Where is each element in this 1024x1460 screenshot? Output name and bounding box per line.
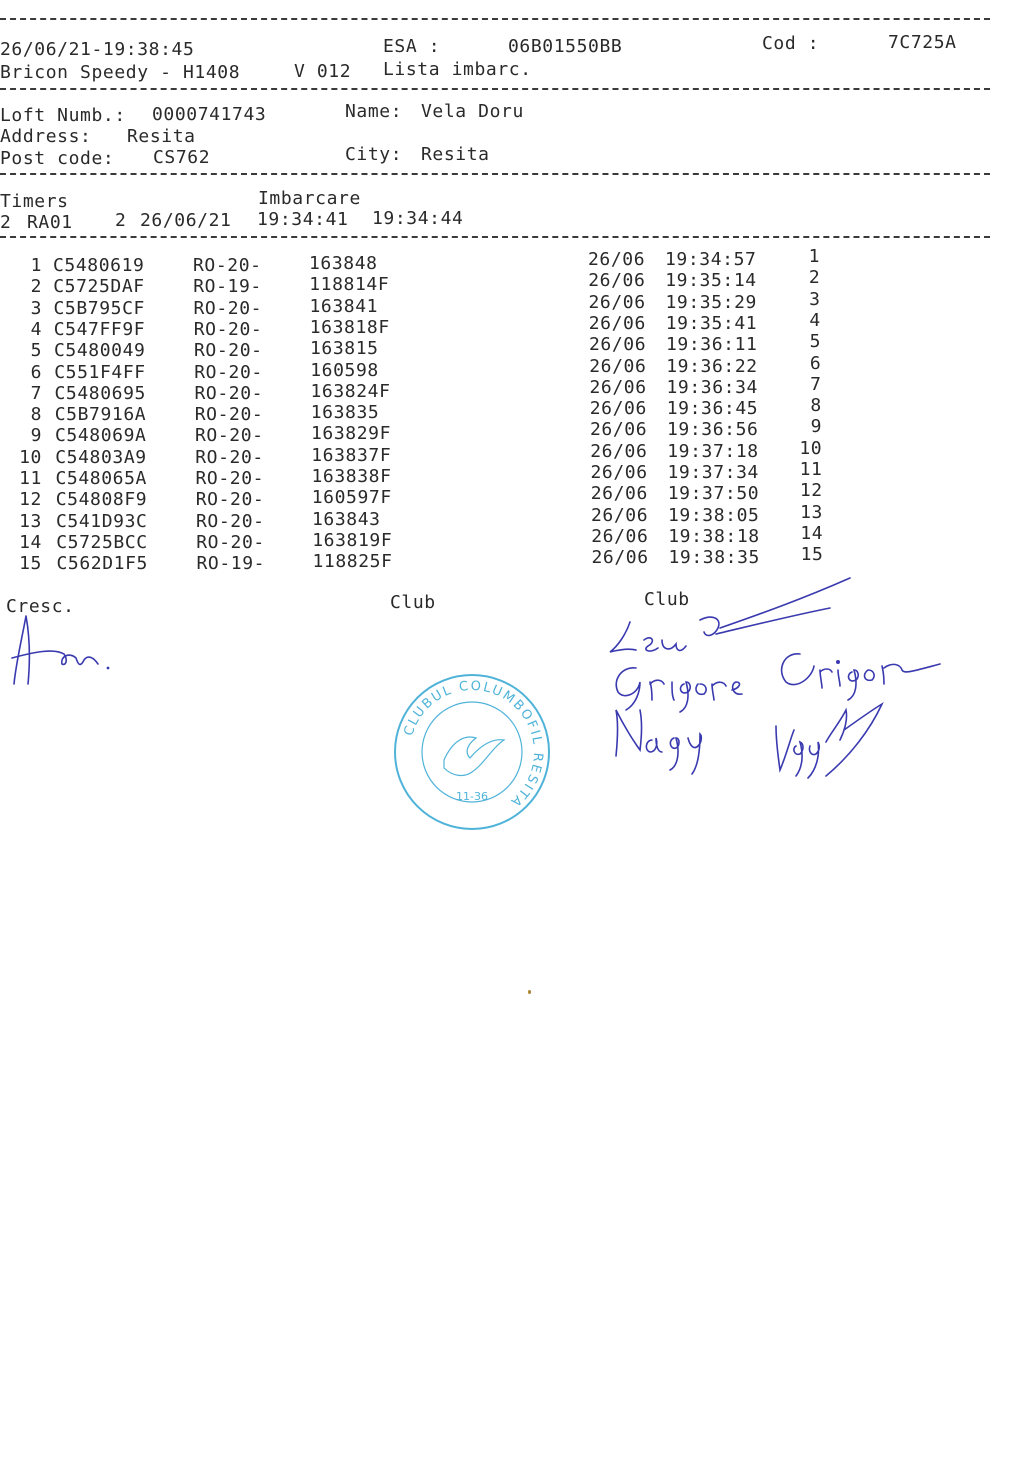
esa-label: ESA : (383, 36, 441, 57)
arrival-time: 19:36:56 (667, 419, 759, 441)
device-name: Bricon Speedy - H1408 (0, 62, 241, 83)
row-index: 15 (19, 553, 42, 575)
divider (0, 236, 990, 238)
chip-id: C5B795CF (53, 297, 145, 319)
ring-prefix: RO-20- (194, 382, 264, 404)
ring-number: 163843 (312, 508, 381, 530)
ring-number: 163819F (312, 529, 393, 551)
arrival-time: 19:37:18 (667, 440, 759, 462)
sequence-number: 6 (809, 352, 822, 374)
print-datetime: 26/06/21-19:38:45 (0, 39, 195, 60)
ring-number: 163838F (311, 466, 392, 487)
address-label: Address: (0, 126, 92, 147)
postcode-label: Post code: (0, 148, 115, 169)
owner-name: Vela Doru (421, 101, 524, 122)
ring-prefix: RO-20- (195, 446, 264, 468)
timer-start: 19:34:41 (257, 209, 349, 230)
sequence-number: 8 (810, 395, 822, 417)
club-signatures (600, 570, 960, 790)
divider (0, 18, 990, 20)
arrival-date: 26/06 (590, 462, 648, 483)
ring-prefix: RO-20- (194, 340, 263, 362)
arrival-time: 19:37:50 (667, 483, 760, 505)
ring-prefix: RO-20- (193, 297, 263, 319)
row-index: 10 (19, 446, 42, 468)
sequence-number: 9 (810, 416, 822, 438)
stamp-ring-text: CLUBUL COLUMBOFIL RESITA (401, 678, 546, 811)
row-index: 4 (30, 318, 42, 340)
ring-number: 163824F (310, 380, 391, 402)
timer-id: RA01 (27, 212, 73, 233)
timer-date: 26/06/21 (140, 210, 232, 231)
ring-number: 163829F (311, 423, 392, 445)
loft-number: 0000741743 (152, 104, 267, 125)
city-label: City: (345, 144, 403, 165)
sequence-number: 15 (800, 544, 824, 566)
arrival-date: 26/06 (588, 291, 646, 313)
chip-id: C54808F9 (55, 489, 148, 511)
chip-id: C5480619 (53, 255, 145, 276)
row-index: 9 (30, 425, 42, 447)
name-label: Name: (345, 101, 403, 122)
ring-number: 160597F (311, 487, 392, 509)
ring-number: 163841 (309, 295, 379, 317)
chip-id: C548065A (55, 468, 147, 489)
arrival-date: 26/06 (588, 270, 646, 292)
device-version: V 012 (294, 61, 352, 82)
ring-prefix: RO-20- (196, 531, 265, 553)
sequence-number: 5 (809, 331, 821, 353)
row-index: 1 (30, 255, 42, 276)
arrival-date: 26/06 (590, 419, 648, 441)
ring-number: 163848 (309, 253, 378, 274)
arrival-time: 19:36:22 (666, 355, 758, 377)
row-index: 2 (30, 276, 42, 298)
arrival-date: 26/06 (589, 355, 647, 377)
club-label: Club (390, 592, 436, 613)
ring-prefix: RO-20- (194, 361, 263, 383)
sequence-number: 3 (809, 288, 821, 310)
arrival-date: 26/06 (589, 398, 647, 420)
cod-label: Cod : (762, 33, 820, 54)
arrival-time: 19:35:14 (665, 270, 757, 292)
arrival-date: 26/06 (591, 504, 649, 526)
arrival-date: 26/06 (590, 440, 648, 462)
chip-id: C547FF9F (53, 318, 146, 340)
ring-number: 163835 (310, 402, 380, 424)
chip-id: C548069A (55, 425, 147, 447)
chip-id: C562D1F5 (56, 553, 148, 575)
chip-id: C5480049 (54, 340, 146, 362)
arrival-time: 19:35:41 (665, 312, 758, 334)
sequence-number: 7 (810, 373, 822, 395)
timer-count: 2 (0, 212, 12, 233)
arrival-date: 26/06 (590, 483, 648, 505)
ring-prefix: RO-20- (193, 255, 262, 276)
esa-value: 06B01550BB (508, 36, 623, 57)
loft-label: Loft Numb.: (0, 105, 126, 126)
arrival-time: 19:36:34 (666, 376, 758, 398)
chip-id: C541D93C (56, 510, 148, 532)
chip-id: C54803A9 (55, 446, 147, 468)
arrival-date: 26/06 (591, 547, 649, 569)
arrival-date: 26/06 (589, 334, 647, 356)
cresc-label: Cresc. (6, 596, 75, 617)
ring-prefix: RO-20- (195, 489, 265, 511)
sequence-number: 11 (799, 459, 823, 480)
arrival-time: 19:38:05 (668, 504, 760, 526)
sequence-number: 2 (808, 267, 821, 289)
row-index: 5 (30, 340, 42, 362)
row-index: 6 (30, 361, 42, 383)
chip-id: C5725DAF (53, 276, 145, 298)
arrival-time: 19:37:34 (667, 462, 759, 483)
address-value: Resita (127, 126, 196, 147)
row-index: 3 (30, 297, 42, 319)
arrival-time: 19:38:35 (668, 547, 760, 569)
chip-id: C5480695 (54, 382, 146, 404)
arrival-time: 19:34:57 (665, 249, 757, 270)
arrival-date: 26/06 (589, 376, 647, 398)
imbarcare-label: Imbarcare (258, 188, 361, 209)
divider (0, 173, 990, 175)
ring-prefix: RO-20- (193, 318, 263, 340)
cod-value: 7C725A (888, 32, 957, 53)
sequence-number: 4 (809, 309, 821, 331)
timer-end: 19:34:44 (372, 208, 464, 229)
breeder-signature (4, 608, 124, 688)
ring-prefix: RO-20- (196, 510, 265, 532)
ring-prefix: RO-19- (193, 276, 262, 298)
sequence-number: 12 (799, 480, 823, 502)
document-type: Lista imbarc. (383, 59, 532, 80)
ring-number: 118825F (312, 551, 393, 573)
arrival-time: 19:38:18 (668, 525, 760, 547)
row-index: 13 (19, 510, 42, 532)
ring-number: 163818F (309, 316, 390, 338)
chip-id: C5B7916A (54, 404, 147, 426)
timers-label: Timers (0, 191, 69, 212)
row-index: 12 (19, 489, 42, 511)
ring-number: 163837F (311, 444, 392, 466)
row-index: 7 (30, 382, 42, 404)
arrival-time: 19:36:11 (666, 334, 758, 356)
ring-number: 160598 (310, 359, 379, 381)
sequence-number: 13 (800, 501, 823, 523)
ring-number: 118814F (309, 274, 390, 296)
stamp-number: 11-36 (456, 790, 488, 803)
row-index: 11 (19, 468, 42, 489)
sequence-number: 1 (808, 246, 820, 267)
ring-prefix: RO-20- (195, 425, 264, 447)
sequence-number: 14 (800, 522, 824, 544)
sequence-number: 10 (799, 437, 823, 459)
arrival-date: 26/06 (588, 249, 646, 270)
postcode-value: CS762 (153, 147, 211, 168)
paper-speck (528, 990, 531, 994)
divider (0, 88, 990, 90)
ring-prefix: RO-20- (195, 468, 265, 489)
chip-id: C551F4FF (54, 361, 146, 383)
arrival-date: 26/06 (591, 525, 649, 547)
ring-prefix: RO-19- (196, 553, 266, 575)
row-index: 14 (19, 531, 42, 553)
row-index: 8 (30, 404, 42, 426)
arrival-time: 19:36:45 (666, 398, 759, 420)
ring-number: 163815 (310, 338, 379, 360)
club-stamp (392, 672, 552, 832)
city-value: Resita (421, 144, 490, 165)
arrival-date: 26/06 (588, 312, 646, 334)
arrival-time: 19:35:29 (665, 291, 757, 313)
timer-num: 2 (115, 210, 127, 231)
club-label: Club (644, 589, 690, 610)
chip-id: C5725BCC (56, 531, 148, 553)
ring-prefix: RO-20- (194, 404, 264, 426)
